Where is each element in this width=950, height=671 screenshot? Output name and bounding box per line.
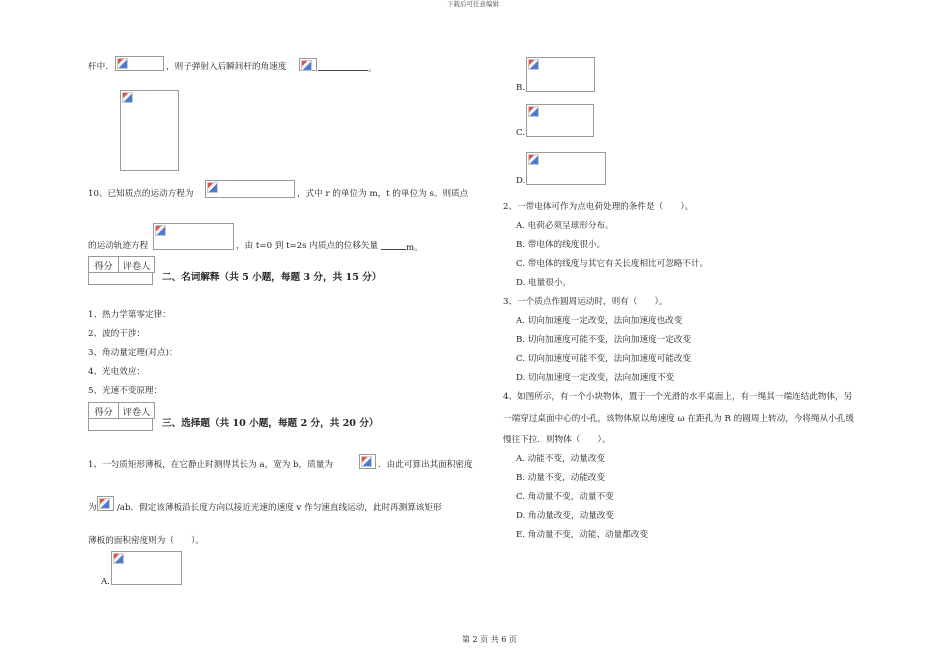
term-item: 2、波的干涉： <box>88 329 146 339</box>
section-3-title: 三、选择题（共 10 小题，每题 2 分，共 20 分） <box>162 418 379 429</box>
image-placeholder-icon <box>155 225 166 236</box>
question-1-text: 薄板的面积密度则为（ ）。 <box>88 536 205 546</box>
question-10-text: ，由 t=0 到 t=2s 内质点的位移矢量 <box>236 241 379 251</box>
option-image <box>526 104 594 137</box>
answer-blank: 。 <box>318 61 377 75</box>
image-placeholder-icon <box>528 106 539 117</box>
option-item: B. 切向加速度可能不变，法向加速度一定改变 <box>516 335 692 345</box>
formula-image <box>205 180 295 198</box>
term-item: 3、角动量定理(对点)： <box>88 348 178 358</box>
image-placeholder-icon <box>122 92 133 103</box>
option-item: A. 切向加速度一定改变，法向加速度也改变 <box>516 316 683 326</box>
score-box <box>88 256 155 273</box>
option-item: C. 带电体的线度与其它有关长度相比可忽略不计。 <box>516 259 709 269</box>
score-box-blank <box>88 419 153 431</box>
term-item: 5、光速不变原理： <box>88 386 163 396</box>
formula-image <box>115 56 164 71</box>
question-1-text: ．由此可算出其面积密度 <box>378 460 473 470</box>
image-placeholder-icon <box>301 60 312 71</box>
option-item: B. 动量不变，动能改变 <box>516 473 606 483</box>
question-4-text: 一端穿过桌面中心的小孔，该物体原以角速度 ω 在距孔为 R 的圆周上转动，今将绳从小孔缓 <box>503 414 854 424</box>
option-item: E. 角动量不变，动能、动量都改变 <box>516 530 649 540</box>
formula-image <box>299 58 317 71</box>
formula-image <box>153 223 234 250</box>
question-1-text: 为 <box>88 503 97 513</box>
option-item: B. 带电体的线度很小。 <box>516 240 606 250</box>
question-1: 1、一匀质矩形薄板，在它静止时测得其长为 a，宽为 b，质量为 <box>88 460 333 470</box>
image-placeholder-icon <box>207 182 218 193</box>
question-10: 10、已知质点的运动方程为 <box>88 189 194 199</box>
question-3: 3、一个质点作圆周运动时，则有（ ）。 <box>503 297 668 307</box>
image-placeholder-icon <box>99 498 110 509</box>
option-label: A. <box>101 577 110 587</box>
option-image <box>526 152 606 185</box>
option-item: D. 电量很小。 <box>516 278 572 288</box>
question-4-text: 慢往下拉．则物体（ ）。 <box>503 435 611 445</box>
score-box-blank <box>88 273 153 285</box>
formula-image <box>97 496 114 511</box>
reviewer-label: 评卷人 <box>122 406 151 418</box>
option-label: C. <box>516 128 526 138</box>
option-item: C. 切向加速度可能不变，法向加速度可能改变 <box>516 354 692 364</box>
text-line: 杆中. <box>88 62 108 72</box>
section-2-title: 二、名词解释（共 5 小题，每题 3 分，共 15 分） <box>162 272 382 283</box>
reviewer-label: 评卷人 <box>122 260 151 272</box>
option-item: C. 角动量不变，动量不变 <box>516 492 614 502</box>
answer-blank: m。 <box>381 240 423 254</box>
term-item: 4、光电效应： <box>88 367 146 377</box>
option-image <box>526 57 595 92</box>
image-placeholder-icon <box>117 58 128 69</box>
text-line: ，则子弹射入后瞬间杆的角速度 <box>166 62 287 72</box>
option-item: A. 动能不变，动量改变 <box>516 454 606 464</box>
page-number: 第 2 页 共 6 页 <box>462 635 517 644</box>
image-placeholder-icon <box>113 553 124 564</box>
image-placeholder-icon <box>528 154 539 165</box>
score-label: 得分 <box>89 257 119 272</box>
image-placeholder-icon <box>528 59 539 70</box>
header-note: 下载后可任意编辑 <box>447 0 499 8</box>
image-placeholder-icon <box>361 456 372 467</box>
question-1-text: /ab．假定该薄板沿长度方向以接近光速的速度 v 作匀速直线运动，此时再测算该矩形 <box>117 503 442 513</box>
question-2: 2、一带电体可作为点电荷处理的条件是（ ）。 <box>503 202 694 212</box>
option-label: D. <box>516 176 526 186</box>
option-label: B. <box>516 83 526 93</box>
formula-image <box>359 454 376 469</box>
option-item: D. 角动量改变，动量改变 <box>516 511 614 521</box>
option-item: A. 电荷必须呈球形分布。 <box>516 221 614 231</box>
question-10-text: 的运动轨迹方程 <box>88 241 149 251</box>
score-label: 得分 <box>89 403 119 418</box>
figure-image <box>120 90 179 171</box>
question-4: 4、如图所示，有一个小块物体，置于一个光滑的水平桌面上，有一绳其一端连结此物体，另 <box>503 392 853 402</box>
score-box <box>88 402 155 419</box>
option-image <box>111 551 182 585</box>
option-item: D. 切向加速度一定改变，法向加速度不变 <box>516 373 675 383</box>
term-item: 1、热力学第零定律： <box>88 310 171 320</box>
question-10-text: ，式中 r 的单位为 m，t 的单位为 s。则质点 <box>297 189 469 199</box>
